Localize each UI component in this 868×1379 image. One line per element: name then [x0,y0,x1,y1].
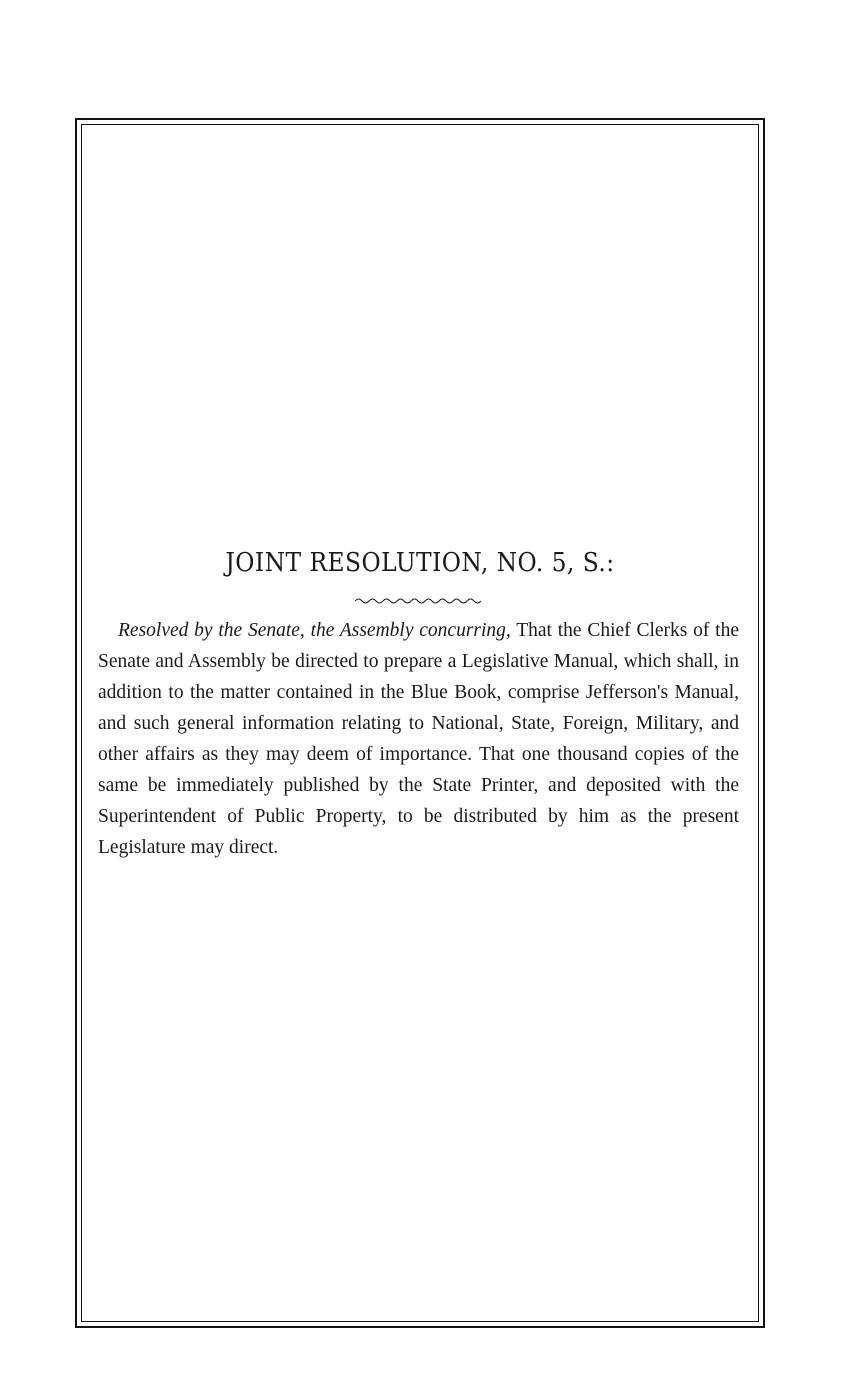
resolution-body: That the Chief Clerks of the Senate and Assembly be directed to prepare a Legislative Manual, which shall, in addition to the matter contained in the Blue Book, comprise Jefferson's Manual, and such general information relating to National, State, Foreign, Military, and other affairs as they may deem of importance. That one thousand copies of the same be immediately published by the State Printer, and deposited with the Superintendent of Public Property, to be distributed by him as the present Legislature may direct. [98,620,739,858]
resolution-title: JOINT RESOLUTION, NO. 5, S.: [225,548,615,578]
resolution-paragraph [98,615,739,863]
resolution-lead: Resolved by the Senate, the Assembly concurring, [118,620,511,641]
wavy-rule-ornament [355,596,481,606]
